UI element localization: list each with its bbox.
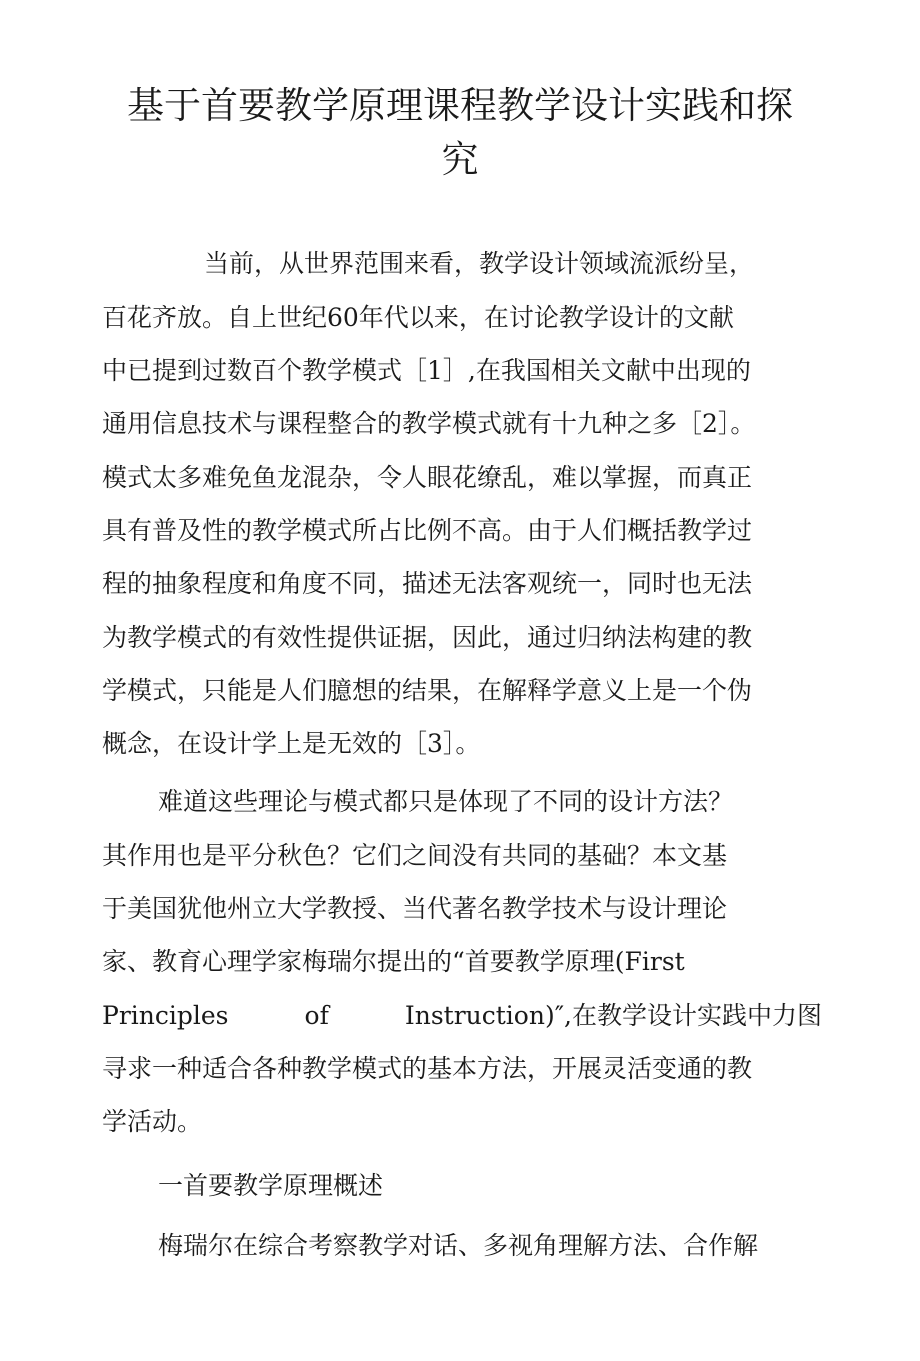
paragraph-line: 于美国犹他州立大学教授、当代著名教学技术与设计理论 [102,894,728,923]
paragraph-line: 模式太多难免鱼龙混杂，令人眼花缭乱，难以掌握，而真正 [102,463,753,492]
paragraph-line: 具有普及性的教学模式所占比例不高。由于人们概括教学过 [102,516,753,545]
paragraph-line: 通用信息技术与课程整合的教学模式就有十九种之多［2］。 [102,409,756,438]
paragraph-line: 中已提到过数百个教学模式［1］,在我国相关文献中出现的 [102,356,751,385]
paragraph-justified-line [102,1000,822,1032]
section-heading: 一首要教学原理概述 [158,1171,384,1200]
paragraph-line: 学模式，只能是人们臆想的结果，在解释学意义上是一个伪 [102,676,753,705]
paragraph-line: 百花齐放。自上世纪60年代以来，在讨论教学设计的文献 [102,303,734,332]
paragraph-word: Instruction)″,在教学设计实践中力图 [404,1001,822,1030]
paragraph-line: 程的抽象程度和角度不同，描述无法客观统一，同时也无法 [102,569,753,598]
document-title-line-2: 究 [441,138,479,181]
paragraph-line: 难道这些理论与模式都只是体现了不同的设计方法？ [158,787,734,816]
paragraph-line: 概念，在设计学上是无效的［3］。 [102,729,481,758]
paragraph-word: Principles [102,1001,229,1030]
paragraph-line: 为教学模式的有效性提供证据，因此，通过归纳法构建的教 [102,623,753,652]
document-title-line-1: 基于首要教学原理课程教学设计实践和探 [127,84,793,127]
paragraph-line: 家、教育心理学家梅瑞尔提出的“首要教学原理(First [102,947,685,976]
paragraph-line: 学活动。 [102,1107,203,1136]
paragraph-line: 寻求一种适合各种教学模式的基本方法，开展灵活变通的教 [102,1054,753,1083]
paragraph-line: 梅瑞尔在综合考察教学对话、多视角理解方法、合作解 [158,1231,759,1260]
paragraph-line: 当前，从世界范围来看，教学设计领域流派纷呈， [204,249,755,278]
paragraph-line: 其作用也是平分秋色？它们之间没有共同的基础？本文基 [102,841,728,870]
paragraph-word: of [304,1001,329,1030]
